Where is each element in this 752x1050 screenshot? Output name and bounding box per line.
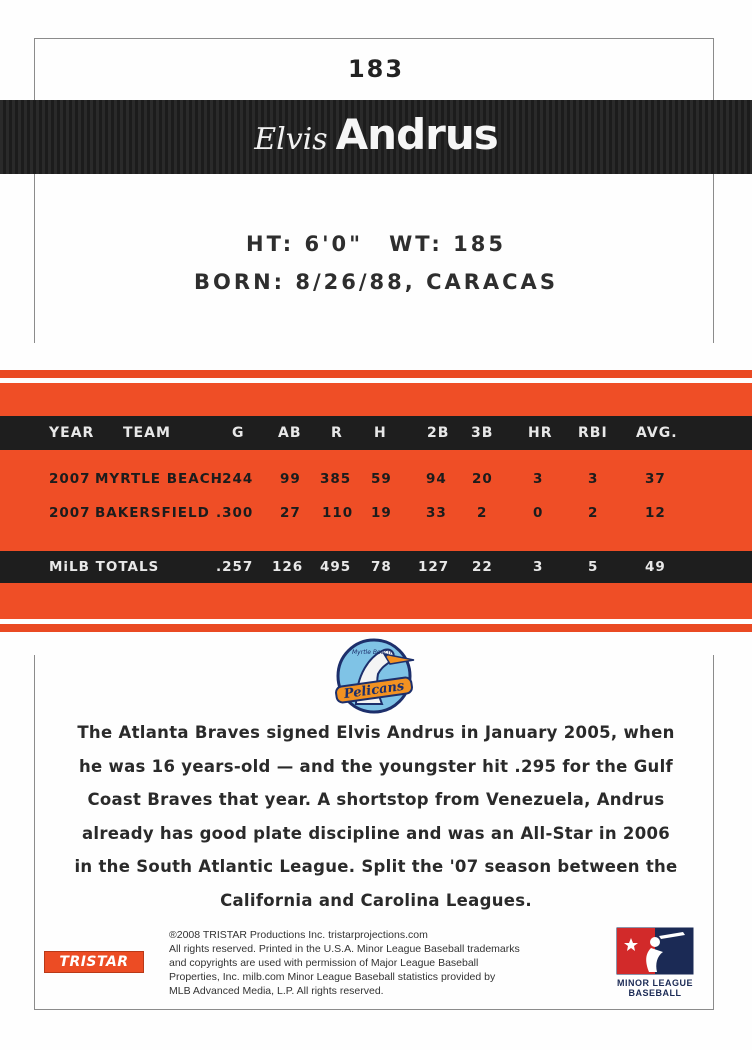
stats-cell: 385 (320, 471, 352, 487)
stats-cell: 37 (645, 471, 666, 487)
logo-team-text: Pelicans (342, 678, 406, 703)
milb-logo (615, 926, 695, 1002)
legal-line: Properties, Inc. milb.com Minor League Baseball statistics provided by (169, 971, 496, 983)
milb-logo-text (615, 978, 695, 998)
born-line (0, 270, 752, 294)
stats-cell: 27 (280, 505, 301, 521)
stats-header-avg: AVG. (636, 425, 678, 441)
stats-cell: 20 (472, 471, 493, 487)
bio-line: The Atlanta Braves signed Elvis Andrus in January 2005, when (77, 723, 675, 742)
stats-header-2b: 2B (427, 425, 450, 441)
stats-total-cell: 22 (472, 559, 493, 575)
player-name (0, 110, 752, 159)
stats-cell: 3 (588, 471, 599, 487)
player-last-name: Andrus (335, 110, 498, 159)
stats-row-team: MYRTLE BEACH (95, 471, 223, 487)
stats-cell: .300 (216, 505, 254, 521)
height-weight-line (0, 232, 752, 256)
stats-cell: 2 (588, 505, 599, 521)
frame-line (34, 1009, 714, 1010)
stats-header-3b: 3B (471, 425, 494, 441)
player-bio (50, 716, 702, 917)
card-number: 183 (347, 55, 405, 83)
weight-value: 185 (453, 232, 506, 256)
legal-line: MLB Advanced Media, L.P. All rights reserved. (169, 985, 384, 997)
tristar-logo (44, 951, 144, 973)
weight-label: WT: (389, 232, 443, 256)
stats-total-cell: 495 (320, 559, 352, 575)
milb-line: MINOR LEAGUE (616, 978, 693, 988)
stats-totals-label: MiLB TOTALS (49, 559, 160, 575)
bio-line: Coast Braves that year. A shortstop from Venezuela, Andrus (87, 790, 665, 809)
height-value: 6'0" (304, 232, 364, 256)
born-value: 8/26/88, CARACAS (295, 270, 558, 294)
stats-row-year: 2007 (49, 505, 91, 521)
tristar-logo-text: TRISTAR (59, 954, 129, 970)
stats-cell: 12 (645, 505, 666, 521)
frame-line (713, 38, 714, 343)
stats-header-ab: AB (278, 425, 302, 441)
legal-line: All rights reserved. Printed in the U.S.A. Minor League Baseball trademarks (169, 943, 520, 955)
frame-line (34, 38, 35, 343)
milb-line: BASEBALL (628, 988, 682, 998)
stats-cell: 33 (426, 505, 447, 521)
stats-total-cell: 5 (588, 559, 599, 575)
stats-header-rbi: RBI (578, 425, 608, 441)
pelicans-logo (326, 634, 422, 718)
stats-total-cell: 49 (645, 559, 666, 575)
milb-batter-icon (615, 926, 695, 976)
frame-line (713, 655, 714, 1010)
stats-header-r: R (331, 425, 343, 441)
stats-header-h: H (374, 425, 387, 441)
stats-total-cell: 3 (533, 559, 544, 575)
stats-cell: 110 (322, 505, 354, 521)
stats-total-cell: 126 (272, 559, 304, 575)
stats-cell: 2 (477, 505, 488, 521)
stats-total-cell: 127 (418, 559, 450, 575)
frame-line (34, 38, 714, 39)
stats-cell: 59 (371, 471, 392, 487)
legal-text (169, 928, 609, 998)
stats-header-hr: HR (528, 425, 553, 441)
legal-line: and copyrights are used with permission of Major League Baseball (169, 957, 479, 969)
stats-header-team: TEAM (123, 425, 171, 441)
stats-cell: 99 (280, 471, 301, 487)
stats-cell: .244 (216, 471, 254, 487)
stats-row-year: 2007 (49, 471, 91, 487)
legal-line: ®2008 TRISTAR Productions Inc. tristarprojections.com (169, 929, 428, 941)
stats-header-g: G (232, 425, 245, 441)
stats-cell: 0 (533, 505, 544, 521)
born-label: BORN: (194, 270, 286, 294)
stats-header-year: YEAR (49, 425, 95, 441)
bio-line: he was 16 years-old — and the youngster hit .295 for the Gulf (78, 756, 674, 776)
player-first-name: Elvis (254, 122, 328, 157)
bio-line: in the South Atlantic League. Split the '07 season between the (74, 857, 678, 876)
stats-cell: 19 (371, 505, 392, 521)
bio-line: California and Carolina Leagues. (220, 890, 532, 910)
stats-cell: 94 (426, 471, 447, 487)
stats-total-cell: 78 (371, 559, 392, 575)
frame-line (34, 655, 35, 1010)
logo-top-text: Myrtle Beach (352, 649, 392, 656)
bio-line: already has good plate discipline and was an All-Star in 2006 (81, 823, 671, 843)
stats-stripe (0, 624, 752, 632)
stats-cell: 3 (533, 471, 544, 487)
stats-row-team: BAKERSFIELD (95, 505, 210, 521)
height-label: HT: (246, 232, 295, 256)
stats-total-cell: .257 (216, 559, 254, 575)
stats-stripe (0, 370, 752, 378)
